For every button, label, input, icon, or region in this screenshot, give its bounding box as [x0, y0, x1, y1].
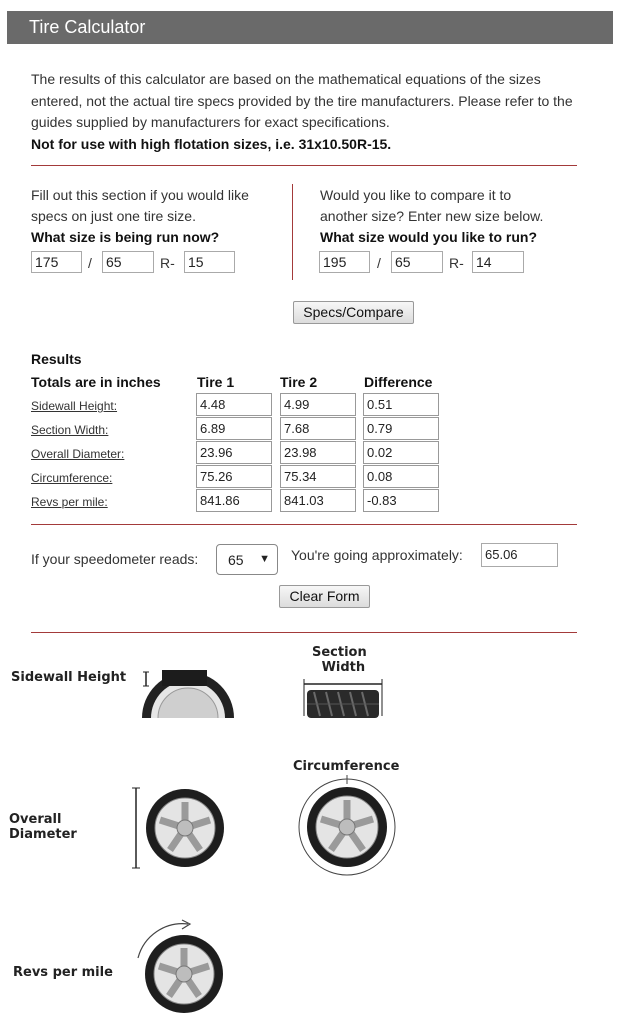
row-overall-diameter-label[interactable]: Overall Diameter:	[31, 447, 125, 461]
approx-speed-label: You're going approximately:	[291, 547, 463, 563]
results-title: Results	[31, 351, 82, 367]
revs-tire1: 841.86	[196, 489, 272, 512]
page-header	[7, 11, 613, 44]
compare-size-line2: another size? Enter new size below.	[320, 208, 544, 224]
section-width-tire2: 7.68	[280, 417, 356, 440]
circumference-tire1: 75.26	[196, 465, 272, 488]
col-diff-header: Difference	[364, 374, 433, 390]
compare-size-question: What size would you like to run?	[320, 229, 538, 245]
intro-warning: Not for use with high flotation sizes, i.e. 31x10.50R-15.	[31, 135, 392, 152]
overall-diameter-diff: 0.02	[363, 441, 439, 464]
section-width-tire1: 6.89	[196, 417, 272, 440]
overall-diameter-label-line1: Overall	[9, 812, 62, 827]
chevron-down-icon: ▼	[259, 553, 270, 565]
specs-compare-button[interactable]: Specs/Compare	[293, 301, 414, 324]
sidewall-diff: 0.51	[363, 393, 439, 416]
circumference-diagram-icon	[296, 775, 398, 877]
compare-slash: /	[377, 255, 381, 271]
compare-rim-prefix: R-	[449, 255, 464, 271]
sidewall-diagram-label: Sidewall Height	[11, 670, 127, 685]
current-size-line2: specs on just one tire size.	[31, 208, 196, 224]
intro-text	[31, 69, 591, 155]
section-width-diff: 0.79	[363, 417, 439, 440]
row-circumference-label[interactable]: Circumference:	[31, 471, 113, 485]
current-size-line1: Fill out this section if you would like	[31, 187, 249, 203]
sidewall-tire1: 4.48	[196, 393, 272, 416]
row-revs-label[interactable]: Revs per mile:	[31, 495, 108, 509]
current-width-input[interactable]: 175	[31, 251, 82, 273]
compare-width-input[interactable]: 195	[319, 251, 370, 273]
overall-diameter-tire1: 23.96	[196, 441, 272, 464]
current-rim-prefix: R-	[160, 255, 175, 271]
row-sidewall-label[interactable]: Sidewall Height:	[31, 399, 118, 413]
overall-diameter-label-line2: Diameter	[9, 827, 77, 842]
revs-tire2: 841.03	[280, 489, 356, 512]
section-divider	[292, 184, 293, 280]
sidewall-diagram-icon	[140, 664, 236, 718]
intro-description: The results of this calculator are based on the mathematical equations of the sizes entered, not the actual tire specs provided by the tire manufacturers. Please refer to the guides supplied by manufacturers for exact specifications.	[31, 71, 573, 130]
compare-size-line1: Would you like to compare it to	[320, 187, 512, 203]
compare-ratio-input[interactable]: 65	[391, 251, 443, 273]
speedometer-value: 65	[228, 552, 244, 568]
overall-diameter-tire2: 23.98	[280, 441, 356, 464]
sidewall-tire2: 4.99	[280, 393, 356, 416]
tread-diagram-icon	[302, 676, 384, 718]
clear-form-button[interactable]: Clear Form	[279, 585, 370, 608]
current-size-section	[31, 185, 249, 248]
page-title: Tire Calculator	[29, 17, 146, 37]
speedometer-select[interactable]	[216, 544, 278, 575]
section-width-label-line2: Width	[321, 660, 366, 675]
circumference-tire2: 75.34	[280, 465, 356, 488]
current-size-question: What size is being run now?	[31, 229, 220, 245]
divider-1	[31, 165, 577, 166]
revs-diagram-icon	[130, 918, 230, 1016]
section-width-diagram-label	[312, 645, 367, 675]
section-width-label-line1: Section	[312, 645, 367, 660]
divider-2	[31, 524, 577, 525]
overall-diameter-diagram-label	[9, 812, 77, 842]
compare-size-section	[320, 185, 543, 248]
col-tire2-header: Tire 2	[280, 374, 318, 390]
current-slash: /	[88, 255, 92, 271]
revs-diff: -0.83	[363, 489, 439, 512]
approx-speed-output: 65.06	[481, 543, 558, 567]
current-rim-input[interactable]: 15	[184, 251, 235, 273]
speedometer-label: If your speedometer reads:	[31, 551, 199, 567]
circumference-diagram-label: Circumference	[293, 759, 400, 774]
col-tire1-header: Tire 1	[197, 374, 235, 390]
row-section-width-label[interactable]: Section Width:	[31, 423, 109, 437]
circumference-diff: 0.08	[363, 465, 439, 488]
compare-rim-input[interactable]: 14	[472, 251, 524, 273]
revs-diagram-label: Revs per mile	[13, 965, 113, 980]
current-ratio-input[interactable]: 65	[102, 251, 154, 273]
divider-3	[31, 632, 577, 633]
results-units-header: Totals are in inches	[31, 374, 161, 390]
overall-diameter-diagram-icon	[130, 784, 228, 872]
